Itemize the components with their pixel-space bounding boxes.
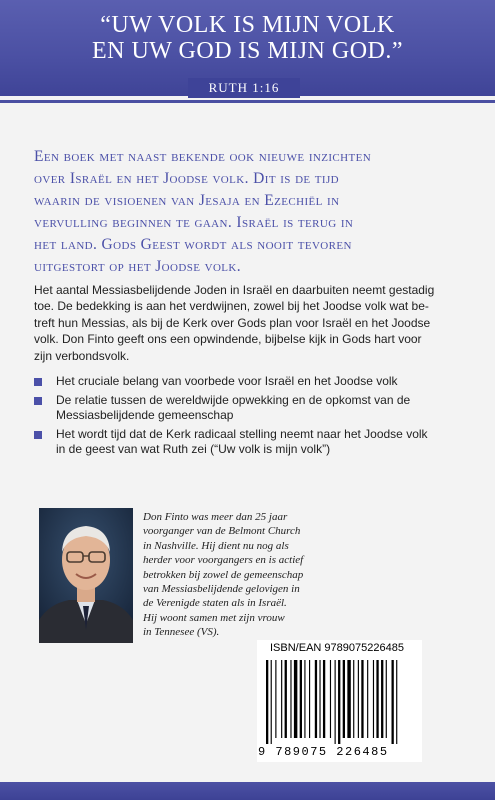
barcode-icon (264, 660, 416, 744)
bullet-item (34, 374, 464, 390)
square-bullet-icon (34, 378, 42, 386)
footer-band (0, 782, 495, 800)
body-line: volk. Don Finto geeft ons een opwindende, bijbelse kijk in Gods hart voor (34, 332, 422, 347)
barcode-bar (323, 660, 325, 738)
barcode-bar (376, 660, 378, 738)
bullet-item (34, 393, 464, 424)
bullet-line: De relatie tussen de wereldwijde opwekking en de opkomst van de (56, 392, 411, 407)
quote-line: “UW VOLK IS MIJN VOLK (100, 12, 395, 38)
intro-line: waarin de visioenen van Jesaja en Ezechiël in (34, 192, 340, 209)
intro-line: uitgestort op het Joodse volk. (34, 258, 242, 275)
barcode-bar (309, 660, 310, 738)
barcode-bar (304, 660, 305, 738)
barcode-bar (315, 660, 317, 738)
barcode-bar (343, 660, 345, 738)
barcode-bar (281, 660, 282, 738)
barcode-bar (373, 660, 374, 738)
barcode-bar (330, 660, 331, 738)
scripture-reference: RUTH 1:16 (188, 78, 300, 98)
isbn-label: ISBN/EAN 9789075226485 (270, 642, 404, 654)
body-line: toe. De bedekking is aan het verdwijnen, zowel bij het Joodse volk wat be- (34, 299, 429, 314)
intro-line: over Israël en het Joodse volk. Dit is de tijd (34, 170, 340, 187)
bio-line: betrokken bij zowel de gemeenschap (143, 568, 304, 581)
barcode-bar (353, 660, 354, 738)
bullet-list (34, 374, 464, 461)
barcode-digits: 9 789075 226485 (258, 745, 389, 759)
body-line: zijn verbondsvolk. (34, 348, 130, 363)
square-bullet-icon (34, 431, 42, 439)
ruth-quote (0, 12, 495, 64)
bullet-line: Messiasbelijdende gemeenschap (56, 408, 234, 423)
bio-line: herder voor voorgangers en is actief (143, 554, 304, 567)
bio-line: voorganger van de Belmont Church (143, 525, 301, 538)
body-line: Het aantal Messiasbelijdende Joden in Israël en daarbuiten neemt gestadig (34, 283, 435, 297)
intro-line: vervulling beginnen te gaan. Israël is terug in (34, 214, 354, 231)
barcode-bar (275, 660, 276, 738)
barcode-bar (319, 660, 320, 738)
body-line: treft hun Messias, als bij de Kerk over Gods plan voor Israël en het Joodse (34, 315, 431, 330)
barcode-bar (290, 660, 291, 738)
intro-text (34, 146, 464, 278)
bullet-line: Het wordt tijd dat de Kerk radicaal stelling neemt naar het Joodse volk (56, 426, 428, 441)
body-paragraph (34, 282, 464, 364)
bio-line: de Verenigde staten als in Israël. (143, 597, 287, 610)
bio-line: Don Finto was meer dan 25 jaar (143, 511, 288, 523)
header-rule (0, 100, 495, 103)
barcode-bar (271, 660, 272, 744)
quote-line: EN UW GOD IS MIJN GOD.” (91, 38, 404, 64)
barcode-bar (361, 660, 363, 738)
bullet-line: in de geest van wat Ruth zei (“Uw volk is mijn volk”) (56, 442, 331, 457)
bio-line: in Nashville. Hij dient nu nog als (143, 539, 289, 552)
barcode-bar (358, 660, 359, 738)
intro-line: Een boek met naast bekende ook nieuwe inzichten (34, 148, 372, 165)
barcode-bar (392, 660, 394, 744)
bio-line: in Tennesee (VS). (143, 626, 220, 639)
author-photo (39, 508, 133, 643)
intro-line: het land. Gods Geest wordt als nooit tevoren (34, 236, 352, 253)
barcode-bar (367, 660, 368, 738)
barcode-bar (266, 660, 268, 744)
bio-line: van Messiasbelijdende gelovigen in (143, 583, 300, 596)
barcode-bar (396, 660, 397, 744)
barcode-bar (347, 660, 350, 738)
barcode-bar (294, 660, 297, 738)
bullet-item (34, 427, 464, 458)
barcode-bar (338, 660, 340, 744)
bio-line: Hij woont samen met zijn vrouw (143, 611, 285, 624)
author-bio (143, 510, 383, 640)
square-bullet-icon (34, 397, 42, 405)
bullet-line: Het cruciale belang van voorbede voor Israël en het Joodse volk (56, 374, 398, 388)
barcode-bar (285, 660, 287, 738)
barcode-bar (335, 660, 336, 744)
barcode-bar (381, 660, 383, 738)
barcode-bar (386, 660, 387, 738)
barcode-bar (300, 660, 302, 738)
